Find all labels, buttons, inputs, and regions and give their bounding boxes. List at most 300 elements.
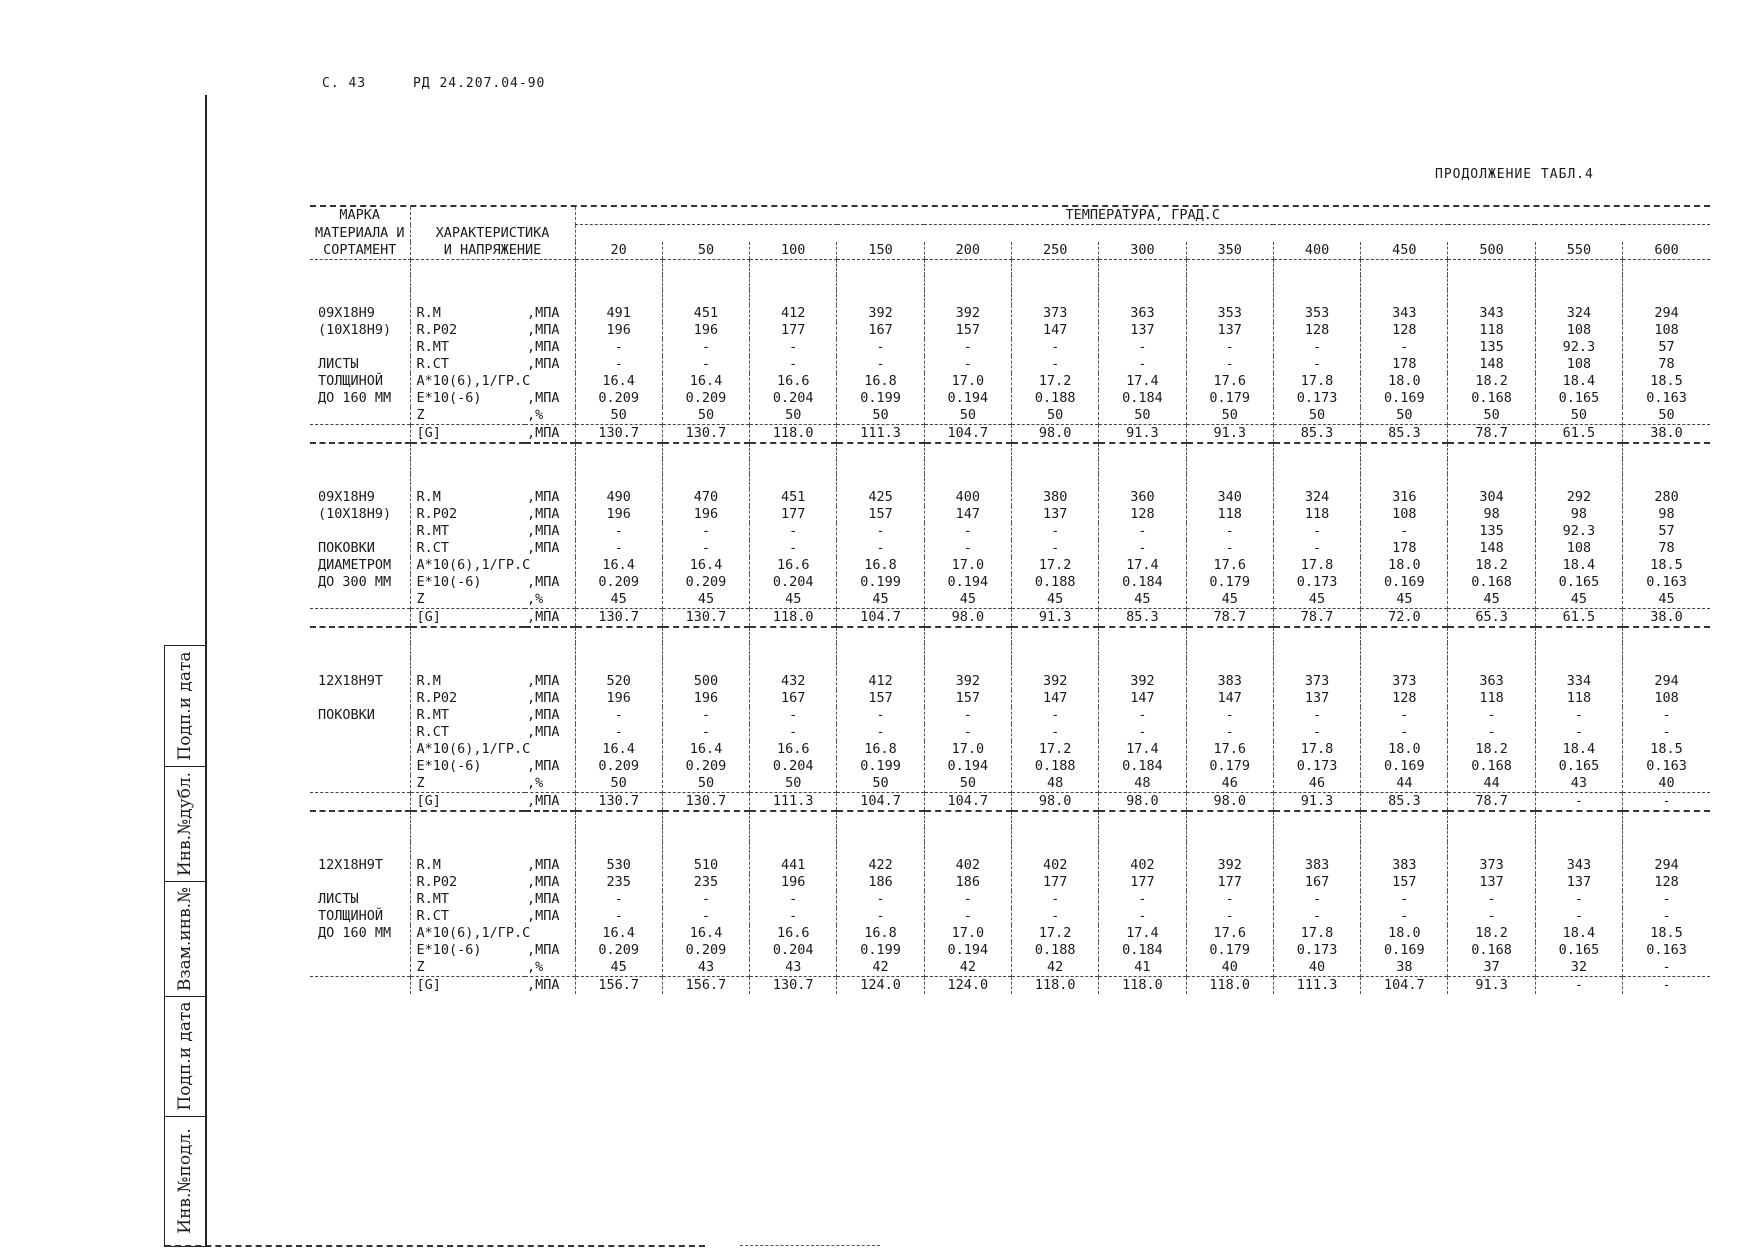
characteristic-label: [G] [410, 609, 525, 628]
value-cell: 412 [837, 673, 924, 690]
value-cell: 118 [1273, 506, 1360, 523]
value-cell: 91.3 [1273, 793, 1360, 812]
value-cell: 425 [837, 489, 924, 506]
value-cell: - [1623, 908, 1710, 925]
material-mark [310, 591, 410, 609]
value-cell: 235 [575, 874, 662, 891]
value-cell: 353 [1273, 305, 1360, 322]
value-cell: 16.4 [662, 557, 749, 574]
value-cell: - [1273, 339, 1360, 356]
value-cell: 148 [1448, 356, 1535, 373]
characteristic-unit: ,МПА [527, 857, 560, 873]
temperature-column-header: 100 [750, 242, 837, 260]
characteristic-label: E*10(-6) [410, 942, 525, 959]
value-cell: 130.7 [575, 425, 662, 444]
value-cell: 78.7 [1273, 609, 1360, 628]
property-row [310, 891, 1710, 908]
temperature-column-header: 600 [1623, 242, 1710, 260]
stamp-field-label: Взам.инв.№ [175, 886, 195, 991]
value-cell: 17.4 [1099, 373, 1186, 390]
value-cell: 98 [1535, 506, 1622, 523]
value-cell: 510 [662, 857, 749, 874]
value-cell: - [1186, 540, 1273, 557]
value-cell: - [1186, 891, 1273, 908]
value-cell: 98.0 [1186, 793, 1273, 812]
characteristic-label: [G] [410, 425, 525, 444]
property-row [310, 925, 1710, 942]
value-cell: - [1623, 707, 1710, 724]
value-cell: 280 [1623, 489, 1710, 506]
characteristic-unit: ,МПА [527, 356, 560, 372]
value-cell: 128 [1623, 874, 1710, 891]
property-row [310, 574, 1710, 591]
characteristic-label: R.P02 [410, 506, 525, 523]
property-row [310, 775, 1710, 793]
material-mark: ЛИСТЫ [318, 891, 359, 907]
value-cell: 42 [1011, 959, 1098, 977]
material-mark [310, 690, 410, 707]
characteristic-label: R.M [410, 857, 525, 874]
value-cell: 118 [1186, 506, 1273, 523]
characteristic-unit [525, 925, 575, 942]
temperature-column-header: 300 [1099, 242, 1186, 260]
temperature-column-header: 400 [1273, 242, 1360, 260]
value-cell: 16.4 [575, 925, 662, 942]
value-cell: - [1011, 891, 1098, 908]
value-cell: 17.6 [1186, 925, 1273, 942]
value-cell: 196 [750, 874, 837, 891]
value-cell: 196 [575, 690, 662, 707]
characteristic-unit: ,МПА [527, 305, 560, 321]
value-cell: - [1099, 523, 1186, 540]
value-cell: - [1361, 339, 1448, 356]
value-cell: 50 [837, 407, 924, 425]
value-cell: 343 [1448, 305, 1535, 322]
value-cell: 137 [1011, 506, 1098, 523]
characteristic-unit: ,МПА [525, 609, 575, 628]
value-cell: 16.6 [750, 373, 837, 390]
material-mark: ДО 160 ММ [318, 925, 392, 941]
value-cell: 178 [1361, 356, 1448, 373]
value-cell: 156.7 [662, 977, 749, 995]
value-cell: 0.199 [837, 390, 924, 407]
value-cell: - [750, 724, 837, 741]
value-cell: 178 [1361, 540, 1448, 557]
characteristic-unit: ,МПА [527, 891, 560, 907]
value-cell: 0.209 [662, 574, 749, 591]
value-cell: 130.7 [575, 609, 662, 628]
value-cell: 157 [837, 690, 924, 707]
characteristic-unit: ,МПА [527, 724, 560, 740]
value-cell: 37 [1448, 959, 1535, 977]
material-mark [310, 339, 410, 356]
value-cell: 98 [1623, 506, 1710, 523]
characteristic-unit: ,МПА [527, 758, 560, 774]
value-cell: 98 [1448, 506, 1535, 523]
value-cell: 402 [1099, 857, 1186, 874]
value-cell: 18.0 [1361, 373, 1448, 390]
value-cell: 0.168 [1448, 574, 1535, 591]
value-cell: 16.6 [750, 557, 837, 574]
value-cell: 111.3 [750, 793, 837, 812]
value-cell: 0.204 [750, 758, 837, 775]
value-cell: 85.3 [1099, 609, 1186, 628]
value-cell: 50 [750, 775, 837, 793]
value-cell: 78 [1623, 540, 1710, 557]
value-cell: - [837, 540, 924, 557]
value-cell: 98.0 [924, 609, 1011, 628]
material-mark: ТОЛЩИНОЙ [318, 908, 384, 924]
value-cell: - [750, 356, 837, 373]
characteristic-unit [525, 557, 575, 574]
characteristic-unit: ,МПА [525, 793, 575, 812]
property-row [310, 373, 1710, 390]
value-cell: 451 [662, 305, 749, 322]
characteristic-label: A*10(6),1/ГР.С [410, 741, 525, 758]
value-cell: 294 [1623, 305, 1710, 322]
material-mark: ЛИСТЫ [318, 356, 359, 372]
value-cell: 18.2 [1448, 741, 1535, 758]
allowable-stress-row [310, 425, 1710, 444]
value-cell: 17.2 [1011, 925, 1098, 942]
characteristic-unit: ,МПА [527, 874, 560, 890]
value-cell: 16.4 [575, 373, 662, 390]
value-cell: 98.0 [1011, 793, 1098, 812]
value-cell: 147 [1186, 690, 1273, 707]
value-cell: 17.0 [924, 557, 1011, 574]
temperature-column-header: 550 [1535, 242, 1622, 260]
value-cell: - [1448, 724, 1535, 741]
characteristic-label: R.CT [410, 908, 525, 925]
value-cell: 17.6 [1186, 557, 1273, 574]
characteristic-label: Z [410, 591, 525, 609]
temperature-column-header: 500 [1448, 242, 1535, 260]
property-row [310, 741, 1710, 758]
value-cell: 0.169 [1361, 942, 1448, 959]
value-cell: 18.0 [1361, 741, 1448, 758]
value-cell: 18.5 [1623, 557, 1710, 574]
property-row [310, 489, 1710, 506]
value-cell: 18.2 [1448, 557, 1535, 574]
value-cell: 130.7 [750, 977, 837, 995]
value-cell: 46 [1273, 775, 1360, 793]
characteristic-unit: ,МПА [525, 977, 575, 995]
value-cell: 0.165 [1535, 390, 1622, 407]
value-cell: 392 [924, 305, 1011, 322]
value-cell: - [1623, 959, 1710, 977]
value-cell: - [924, 724, 1011, 741]
value-cell: - [750, 523, 837, 540]
value-cell: 72.0 [1361, 609, 1448, 628]
stamp-field [165, 646, 205, 767]
property-row [310, 390, 1710, 407]
value-cell: 43 [1535, 775, 1622, 793]
value-cell: - [1099, 339, 1186, 356]
value-cell: 38.0 [1623, 609, 1710, 628]
value-cell: 353 [1186, 305, 1273, 322]
material-mark: ДО 160 ММ [318, 390, 392, 406]
value-cell: - [1273, 707, 1360, 724]
characteristic-label: A*10(6),1/ГР.С [410, 373, 525, 390]
material-mark: 09Х18Н9 [318, 489, 375, 505]
value-cell: 50 [750, 407, 837, 425]
value-cell: 343 [1535, 857, 1622, 874]
value-cell: 137 [1448, 874, 1535, 891]
value-cell: 45 [924, 591, 1011, 609]
value-cell: 44 [1448, 775, 1535, 793]
value-cell: 48 [1011, 775, 1098, 793]
value-cell: - [575, 707, 662, 724]
value-cell: 373 [1448, 857, 1535, 874]
characteristic-unit: ,МПА [527, 690, 560, 706]
characteristic-unit: ,МПА [527, 574, 560, 590]
value-cell: 0.184 [1099, 390, 1186, 407]
value-cell: - [662, 891, 749, 908]
value-cell: 196 [575, 506, 662, 523]
stamp-field [165, 881, 205, 997]
value-cell: 42 [837, 959, 924, 977]
value-cell: - [575, 724, 662, 741]
value-cell: 61.5 [1535, 425, 1622, 444]
value-cell: 147 [1011, 322, 1098, 339]
material-mark: ПОКОВКИ [318, 707, 375, 723]
value-cell: 50 [837, 775, 924, 793]
characteristic-unit: ,% [527, 959, 544, 975]
temperature-column-header: 50 [662, 242, 749, 260]
value-cell: - [1623, 724, 1710, 741]
value-cell: 17.8 [1273, 373, 1360, 390]
value-cell: 157 [1361, 874, 1448, 891]
value-cell: 0.163 [1623, 758, 1710, 775]
property-row [310, 557, 1710, 574]
value-cell: 118 [1448, 322, 1535, 339]
value-cell: 135 [1448, 523, 1535, 540]
value-cell: - [750, 891, 837, 908]
value-cell: - [662, 908, 749, 925]
value-cell: 111.3 [1273, 977, 1360, 995]
value-cell: 451 [750, 489, 837, 506]
material-mark [310, 874, 410, 891]
value-cell: 530 [575, 857, 662, 874]
value-cell: - [837, 707, 924, 724]
value-cell: 50 [1099, 407, 1186, 425]
characteristic-label: E*10(-6) [410, 390, 525, 407]
value-cell: 16.4 [662, 373, 749, 390]
value-cell: 91.3 [1099, 425, 1186, 444]
value-cell: 45 [1448, 591, 1535, 609]
value-cell: - [1186, 724, 1273, 741]
value-cell: 128 [1099, 506, 1186, 523]
value-cell: 147 [924, 506, 1011, 523]
value-cell: 177 [1099, 874, 1186, 891]
value-cell: 0.209 [575, 758, 662, 775]
value-cell: 18.4 [1535, 557, 1622, 574]
temperature-column-header: 20 [575, 242, 662, 260]
value-cell: 41 [1099, 959, 1186, 977]
value-cell: 470 [662, 489, 749, 506]
value-cell: - [1273, 891, 1360, 908]
value-cell: - [1535, 908, 1622, 925]
value-cell: 441 [750, 857, 837, 874]
characteristic-unit: ,МПА [527, 506, 560, 522]
value-cell: 118.0 [1186, 977, 1273, 995]
value-cell: 50 [1535, 407, 1622, 425]
property-row [310, 724, 1710, 741]
characteristic-label: R.CT [410, 724, 525, 741]
value-cell: - [1535, 707, 1622, 724]
value-cell: 130.7 [662, 609, 749, 628]
value-cell: 167 [1273, 874, 1360, 891]
value-cell: 0.173 [1273, 390, 1360, 407]
value-cell: 118.0 [750, 609, 837, 628]
characteristic-label: Z [410, 775, 525, 793]
value-cell: 18.4 [1535, 925, 1622, 942]
value-cell: 17.2 [1011, 557, 1098, 574]
characteristic-unit: ,МПА [527, 339, 560, 355]
property-row [310, 506, 1710, 523]
value-cell: 402 [1011, 857, 1098, 874]
value-cell: 32 [1535, 959, 1622, 977]
temperature-column-header: 250 [1011, 242, 1098, 260]
property-row [310, 690, 1710, 707]
value-cell: 0.168 [1448, 758, 1535, 775]
value-cell: 40 [1186, 959, 1273, 977]
value-cell: 380 [1011, 489, 1098, 506]
value-cell: - [1011, 339, 1098, 356]
property-row [310, 673, 1710, 690]
value-cell: - [1361, 891, 1448, 908]
value-cell: - [575, 540, 662, 557]
value-cell: 45 [1011, 591, 1098, 609]
value-cell: 17.0 [924, 373, 1011, 390]
value-cell: - [1186, 908, 1273, 925]
value-cell: 130.7 [575, 793, 662, 812]
value-cell: - [1448, 707, 1535, 724]
characteristic-unit: ,% [527, 775, 544, 791]
value-cell: - [924, 339, 1011, 356]
value-cell: - [1011, 724, 1098, 741]
value-cell: - [750, 540, 837, 557]
value-cell: 16.4 [662, 741, 749, 758]
material-mark: 12Х18Н9Т [318, 857, 384, 873]
allowable-stress-row [310, 793, 1710, 812]
value-cell: - [1361, 908, 1448, 925]
value-cell: - [1186, 523, 1273, 540]
value-cell: 78 [1623, 356, 1710, 373]
value-cell: 50 [1448, 407, 1535, 425]
value-cell: 50 [662, 775, 749, 793]
value-cell: 16.4 [662, 925, 749, 942]
value-cell: 0.168 [1448, 390, 1535, 407]
material-mark: ДИАМЕТРОМ [318, 557, 392, 573]
value-cell: 360 [1099, 489, 1186, 506]
value-cell: - [1623, 793, 1710, 812]
value-cell: - [1535, 891, 1622, 908]
value-cell: - [662, 339, 749, 356]
value-cell: 292 [1535, 489, 1622, 506]
value-cell: 17.0 [924, 741, 1011, 758]
value-cell: 17.8 [1273, 925, 1360, 942]
value-cell: 104.7 [924, 793, 1011, 812]
value-cell: - [1011, 707, 1098, 724]
value-cell: 137 [1535, 874, 1622, 891]
value-cell: 0.209 [662, 390, 749, 407]
value-cell: 16.8 [837, 925, 924, 942]
value-cell: 91.3 [1011, 609, 1098, 628]
characteristic-label: R.CT [410, 540, 525, 557]
characteristic-unit: ,% [527, 591, 544, 607]
characteristic-label: Z [410, 407, 525, 425]
value-cell: - [575, 523, 662, 540]
value-cell: 0.188 [1011, 758, 1098, 775]
value-cell: 124.0 [924, 977, 1011, 995]
value-cell: - [662, 356, 749, 373]
characteristic-unit: ,МПА [527, 707, 560, 723]
bottom-border-fragment [740, 1245, 880, 1246]
value-cell: 108 [1535, 356, 1622, 373]
value-cell: 50 [662, 407, 749, 425]
value-cell: 383 [1361, 857, 1448, 874]
value-cell: - [1448, 908, 1535, 925]
value-cell: - [1448, 891, 1535, 908]
value-cell: 0.169 [1361, 574, 1448, 591]
value-cell: 373 [1011, 305, 1098, 322]
value-cell: - [924, 356, 1011, 373]
value-cell: 118.0 [750, 425, 837, 444]
value-cell: 0.168 [1448, 942, 1535, 959]
value-cell: - [1099, 891, 1186, 908]
value-cell: 78.7 [1448, 793, 1535, 812]
value-cell: 294 [1623, 673, 1710, 690]
value-cell: - [924, 891, 1011, 908]
value-cell: - [1099, 908, 1186, 925]
value-cell: 43 [662, 959, 749, 977]
value-cell: 111.3 [837, 425, 924, 444]
value-cell: 177 [750, 506, 837, 523]
value-cell: 520 [575, 673, 662, 690]
value-cell: - [750, 908, 837, 925]
characteristic-label: [G] [410, 977, 525, 995]
value-cell: 0.173 [1273, 574, 1360, 591]
table-continuation-title: ПРОДОЛЖЕНИЕ ТАБЛ.4 [1435, 167, 1594, 182]
value-cell: - [1361, 523, 1448, 540]
value-cell: 0.173 [1273, 942, 1360, 959]
value-cell: 17.6 [1186, 741, 1273, 758]
value-cell: 324 [1273, 489, 1360, 506]
value-cell: 422 [837, 857, 924, 874]
value-cell: 196 [662, 322, 749, 339]
page-number: С. 43 [322, 76, 367, 91]
value-cell: 17.2 [1011, 373, 1098, 390]
value-cell: 196 [662, 690, 749, 707]
value-cell: 40 [1273, 959, 1360, 977]
characteristic-unit [525, 741, 575, 758]
value-cell: 148 [1448, 540, 1535, 557]
characteristic-unit: ,МПА [527, 540, 560, 556]
characteristic-label: R.P02 [410, 690, 525, 707]
mark-header-line3: СОРТАМЕНТ [310, 242, 410, 260]
value-cell: 57 [1623, 523, 1710, 540]
value-cell: 0.179 [1186, 942, 1273, 959]
value-cell: 0.163 [1623, 574, 1710, 591]
bottom-border [165, 1245, 705, 1247]
value-cell: - [837, 724, 924, 741]
value-cell: 57 [1623, 339, 1710, 356]
value-cell: 45 [575, 591, 662, 609]
value-cell: 108 [1535, 540, 1622, 557]
value-cell: 17.8 [1273, 741, 1360, 758]
value-cell: - [575, 356, 662, 373]
